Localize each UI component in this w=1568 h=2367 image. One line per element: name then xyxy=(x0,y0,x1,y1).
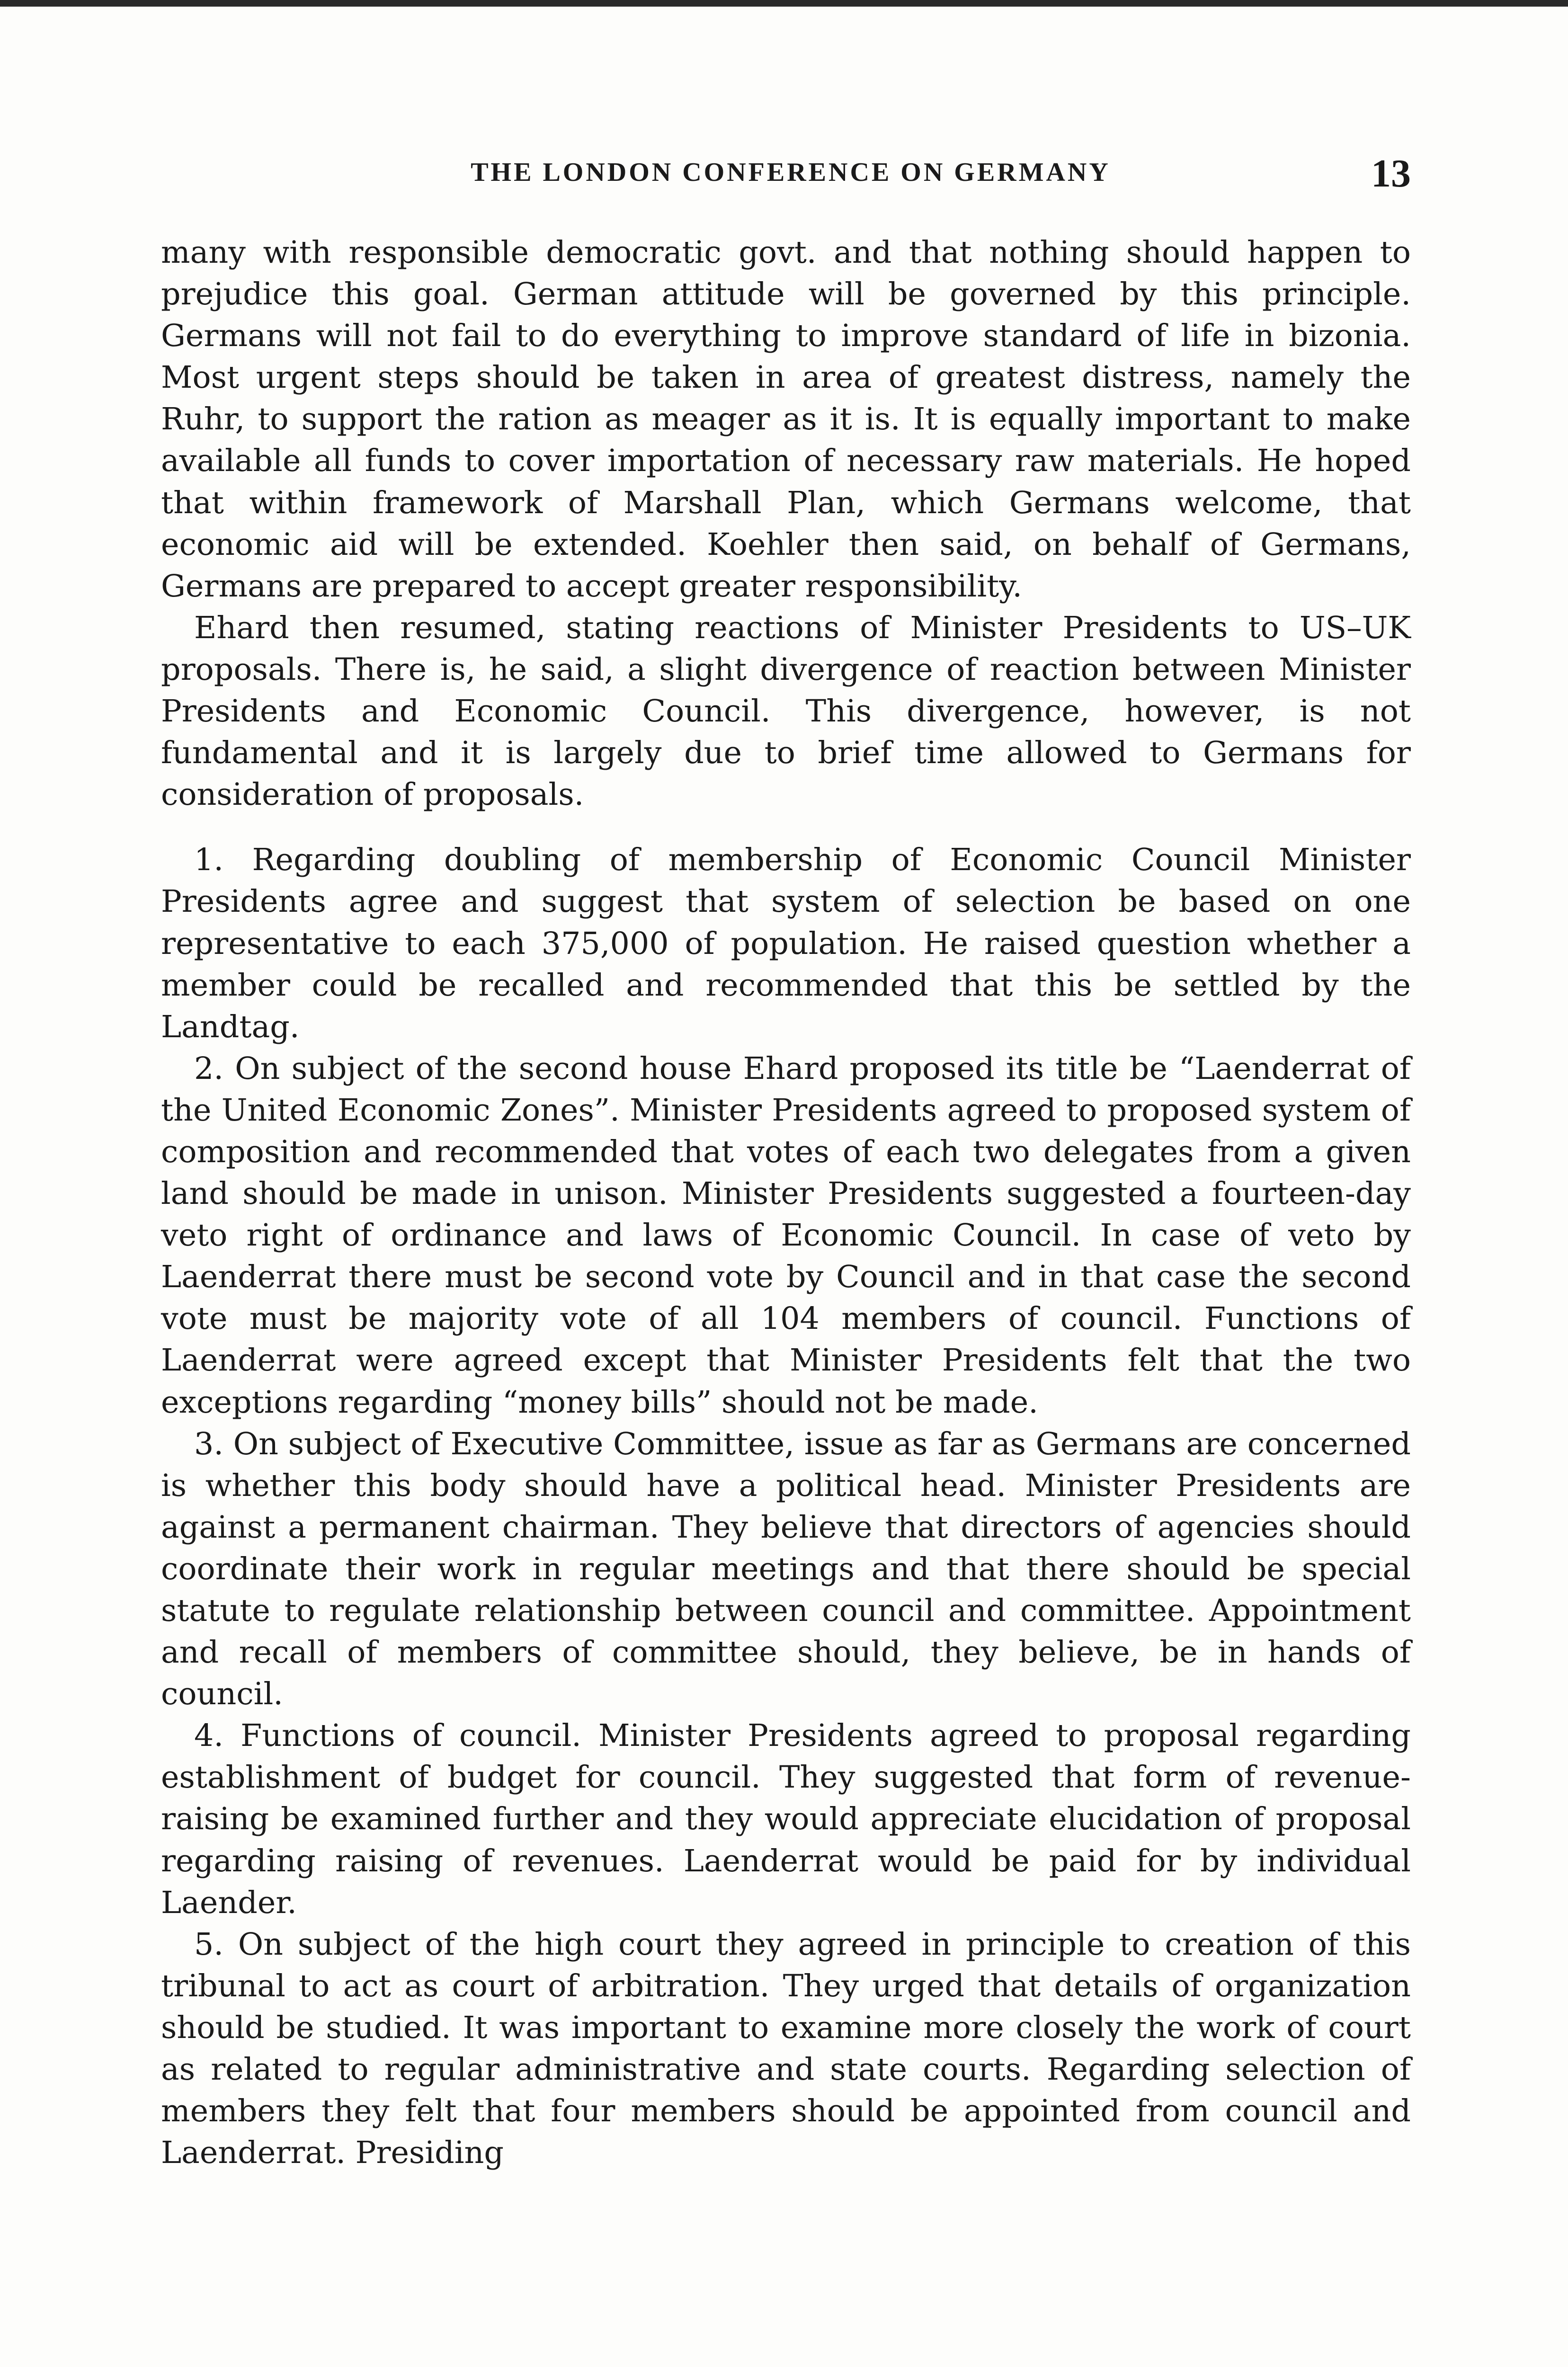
running-title: THE LONDON CONFERENCE ON GERMANY xyxy=(471,158,1111,187)
paragraph-item-5-high-court: 5. On subject of the high court they agreed in principle to creation of this tribunal to act as court of arbitration. They urged that details of organization should be studied. It was important to examine more closely the work of court as related to regular administrative and state courts. Regarding selection of members they felt that four members should be appointed from council and Laenderrat. Presiding xyxy=(161,1926,1411,2171)
paragraph-item-1-economic-council: 1. Regarding doubling of membership of Economic Council Minister Presidents agree and suggest that system of selection be based on one representative to each 375,000 of population. He raised question whether a member could be recalled and recommended that this be settled by the Landtag. xyxy=(161,842,1411,1045)
paragraph-item-2-second-house: 2. On subject of the second house Ehard proposed its title be “Laenderrat of the United Economic Zones”. Minister Presidents agreed to proposed system of composition and recommended that votes of each two delegates from a given land should be made in unison. Minister Presidents suggested a fourteen-day veto right of ordinance and laws of Economic Council. In case of veto by Laenderrat there must be second vote by Council and in that case the second vote must be majority vote of all 104 members of council. Functions of Laenderrat were agreed except that Minister Presidents felt that the two exceptions regarding “money bills” should not be made. xyxy=(161,1050,1411,1420)
paragraph-item-3-executive-committee: 3. On subject of Executive Committee, issue as far as Germans are concerned is whether this body should have a political head. Minister Presidents are against a permanent chairman. They believe that directors of agencies should coordinate their work in regular meetings and that there should be special statute to regulate relationship between council and committee. Appointment and recall of members of committee should, they believe, be in hands of council. xyxy=(161,1426,1411,1712)
paragraph-ehard-reactions: Ehard then resumed, stating reactions of Minister Presidents to US–UK proposals. There is, he said, a slight divergence of reaction between Minister Presidents and Economic Council. This divergence, however, is not fundamental and it is largely due to brief time allowed to Germans for consideration of proposals. xyxy=(161,610,1411,813)
top-edge-rule xyxy=(0,0,1568,7)
paragraph-item-4-functions-of-council: 4. Functions of council. Minister Presidents agreed to proposal regarding establishment of budget for council. They suggested that form of revenue-raising be examined further and they would appreciate elucidation of proposal regarding raising of revenues. Laenderrat would be paid for by individual Laender. xyxy=(161,1718,1411,1921)
paragraph-continuation: many with responsible democratic govt. and that nothing should happen to prejudice this goal. German attitude will be governed by this principle. Germans will not fail to do everything to improve standard of life in bizonia. Most urgent steps should be taken in area of greatest distress, namely the Ruhr, to support the ration as meager as it is. It is equally important to make available all funds to cover importation of necessary raw materials. He hoped that within framework of Marshall Plan, which Germans welcome, that economic aid will be extended. Koehler then said, on behalf of Germans, Germans are prepared to accept greater responsibility. xyxy=(161,235,1411,604)
page-number: 13 xyxy=(1371,151,1411,196)
page-header xyxy=(170,151,1411,203)
body-text xyxy=(161,232,1411,2174)
